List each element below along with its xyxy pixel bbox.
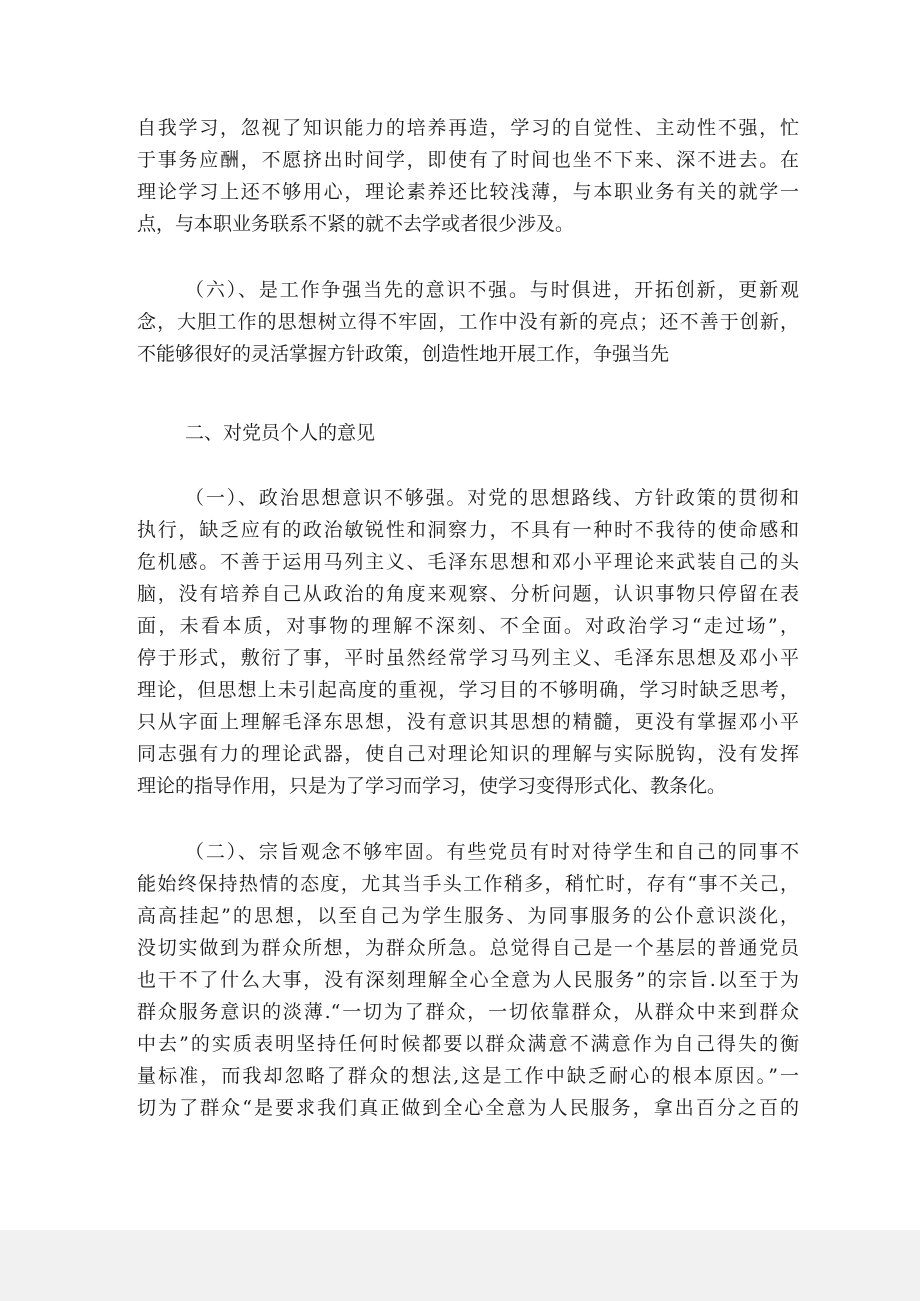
text-line: 理论，但思想上未引起高度的重视，学习目的不够明确，学习时缺乏思考， <box>137 679 799 701</box>
text-line: 中去”的实质表明坚持任何时候都要以群众满意不满意作为自己得失的衡 <box>137 1033 799 1055</box>
text-line: 停于形式，敷衍了事，平时虽然经常学习马列主义、毛泽东思想及邓小平 <box>137 647 799 669</box>
text-line: 切为了群众“是要求我们真正做到全心全意为人民服务，拿出百分之百的 <box>137 1097 799 1119</box>
section-heading: 二、对党员个人的意见 <box>185 422 376 444</box>
text-line: 点，与本职业务联系不紧的就不去学或者很少涉及。 <box>137 213 575 235</box>
text-line: 不能够很好的灵活掌握方针政策，创造性地开展工作，争强当先 <box>137 343 670 365</box>
text-line: 群众服务意识的淡薄.“一切为了群众，一切依靠群众，从群众中来到群众 <box>137 1001 799 1023</box>
text-line: （一）、政治思想意识不够强。对党的思想路线、方针政策的贯彻和 <box>185 487 799 509</box>
text-line: （六）、是工作争强当先的意识不强。与时俱进，开拓创新，更新观 <box>185 279 799 301</box>
text-line: 理论学习上还不够用心，理论素养还比较浅薄，与本职业务有关的就学一 <box>137 181 799 203</box>
text-line: 量标准，而我却忽略了群众的想法,这是工作中缺乏耐心的根本原因。”一 <box>137 1065 799 1087</box>
text-line: 脑，没有培养自己从政治的角度来观察、分析问题，认识事物只停留在表 <box>137 583 799 605</box>
text-line: 执行，缺乏应有的政治敏锐性和洞察力，不具有一种时不我待的使命感和 <box>137 519 799 541</box>
text-line: 高高挂起”的思想，以至自己为学生服务、为同事服务的公仆意识淡化， <box>137 905 799 927</box>
text-line: 能始终保持热情的态度，尤其当手头工作稍多，稍忙时，存有“事不关己， <box>137 873 799 895</box>
text-line: 同志强有力的理论武器，使自己对理论知识的理解与实际脱钩，没有发挥 <box>137 743 799 765</box>
text-line: 也干不了什么大事，没有深刻理解全心全意为人民服务”的宗旨.以至于为 <box>137 969 799 991</box>
text-line: 没切实做到为群众所想，为群众所急。总觉得自己是一个基层的普通党员 <box>137 937 799 959</box>
text-line: 面，未看本质，对事物的理解不深刻、不全面。对政治学习“走过场”， <box>137 615 799 637</box>
text-line: 只从字面上理解毛泽东思想，没有意识其思想的精髓，更没有掌握邓小平 <box>137 711 799 733</box>
text-line: （二）、宗旨观念不够牢固。有些党员有时对待学生和自己的同事不 <box>185 841 799 863</box>
text-line: 危机感。不善于运用马列主义、毛泽东思想和邓小平理论来武装自己的头 <box>137 551 799 573</box>
text-line: 于事务应酬，不愿挤出时间学，即使有了时间也坐不下来、深不进去。在 <box>137 149 799 171</box>
text-line: 自我学习，忽视了知识能力的培养再造，学习的自觉性、主动性不强，忙 <box>137 117 799 139</box>
page-footer-band <box>0 1230 920 1301</box>
text-line: 理论的指导作用，只是为了学习而学习，使学习变得形式化、教条化。 <box>137 775 727 797</box>
text-line: 念，大胆工作的思想树立得不牢固，工作中没有新的亮点；还不善于创新， <box>137 311 799 333</box>
